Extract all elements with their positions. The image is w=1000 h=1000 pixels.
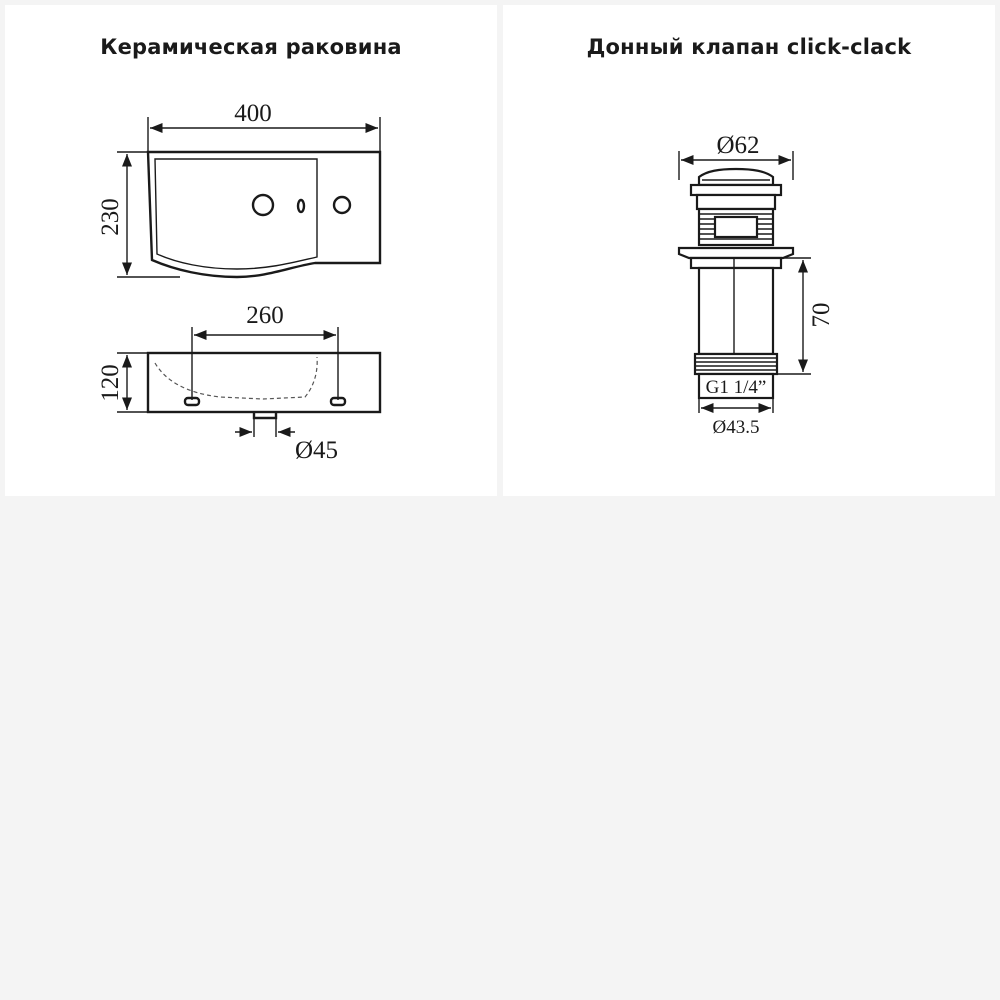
side-hole-right	[331, 398, 345, 405]
length-label: 70	[808, 302, 835, 328]
valve-drawing	[503, 5, 995, 496]
depth-label: 230	[97, 198, 124, 236]
sink-side-bowl-hidden	[155, 357, 317, 399]
cap-label: Ø62	[716, 132, 760, 159]
valve-lower-thread	[695, 354, 777, 374]
overflow-hole	[298, 200, 304, 212]
valve-panel-title: Донный клапан click-clack	[586, 35, 912, 59]
valve-collar	[697, 195, 775, 209]
valve-flange	[679, 248, 793, 258]
valve-body	[699, 268, 773, 354]
valve-top-ring	[691, 185, 781, 195]
height-label: 120	[97, 364, 124, 402]
valve-panel	[503, 5, 995, 496]
sink-bowl-outline	[155, 159, 317, 269]
sink-panel	[5, 5, 497, 496]
valve-cap	[699, 169, 773, 185]
spacing-label: 260	[246, 302, 284, 329]
side-hole-left	[185, 398, 199, 405]
valve-upper-thread	[699, 209, 773, 245]
mount-hole	[334, 197, 350, 213]
valve-nut	[691, 258, 781, 268]
thread-diameter-label: Ø43.5	[712, 417, 760, 438]
sink-panel-title: Керамическая раковина	[100, 35, 402, 59]
sink-drawing	[5, 5, 497, 496]
drain-label: Ø45	[295, 437, 339, 464]
faucet-hole	[253, 195, 273, 215]
width-label: 400	[234, 100, 272, 127]
thread-label: G1 1/4”	[705, 377, 767, 398]
